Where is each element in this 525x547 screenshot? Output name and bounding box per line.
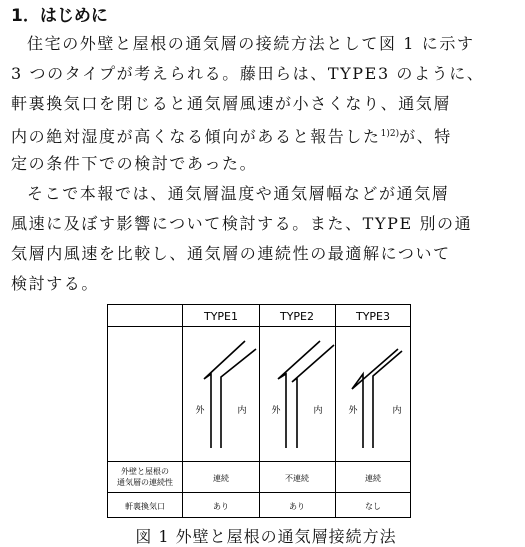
type2-header: TYPE2 <box>279 310 315 323</box>
type1-diagram <box>204 341 256 448</box>
type1-outside-label: 外 <box>195 406 205 416</box>
connection-types-figure <box>107 304 411 518</box>
citation-superscript: 1)2) <box>380 129 400 139</box>
type3-header: TYPE3 <box>355 310 391 323</box>
paragraph-line-4-text: 内の絶対湿度が高くなる傾向があると報告した <box>11 127 381 146</box>
paragraph-line-1: 住宅の外壁と屋根の通気層の接続方法として図 1 に示す <box>27 34 475 53</box>
type1-inside-label: 内 <box>237 406 247 416</box>
type3-continuity-value: 連続 <box>365 474 381 483</box>
section-heading: 1．はじめに <box>11 6 108 26</box>
type1-continuity-value: 連続 <box>213 474 229 483</box>
paragraph-line-8: 気層内風速を比較し、通気層の連続性の最適解について <box>11 244 451 263</box>
continuity-row-label-line-2: 通気層の連続性 <box>117 478 173 487</box>
type1-eave-value: あり <box>213 502 229 511</box>
paragraph-line-2: 3 つのタイプが考えられる。藤田らは、TYPE3 のように、 <box>11 64 485 83</box>
type2-inside-label: 内 <box>313 406 323 416</box>
paragraph-line-4 <box>11 124 452 147</box>
type2-continuity-value: 不連続 <box>285 474 309 483</box>
paragraph-line-6: そこで本報では、通気層温度や通気層幅などが通気層 <box>27 184 450 203</box>
figure-caption: 図 1 外壁と屋根の通気層接続方法 <box>135 527 397 546</box>
paragraph-line-5: 定の条件下での検討であった。 <box>11 154 258 173</box>
eave-vent-row-label: 軒裏換気口 <box>125 502 165 511</box>
paragraph-line-7: 風速に及ぼす影響について検討する。また、TYPE 別の通 <box>11 214 473 233</box>
type3-eave-value: なし <box>365 502 381 511</box>
paragraph-line-4-tail: が、特 <box>399 127 452 146</box>
continuity-row-label-line-1: 外壁と屋根の <box>121 467 169 476</box>
paragraph-line-3: 軒裏換気口を閉じると通気層風速が小さくなり、通気層 <box>11 94 452 113</box>
type3-diagram <box>352 349 402 448</box>
type2-outside-label: 外 <box>271 406 281 416</box>
type3-outside-label: 外 <box>348 406 358 416</box>
paragraph-line-9: 検討する。 <box>11 274 100 293</box>
type1-header: TYPE1 <box>203 310 239 323</box>
type3-inside-label: 内 <box>392 406 402 416</box>
type2-eave-value: あり <box>289 502 305 511</box>
type2-diagram <box>278 341 334 448</box>
